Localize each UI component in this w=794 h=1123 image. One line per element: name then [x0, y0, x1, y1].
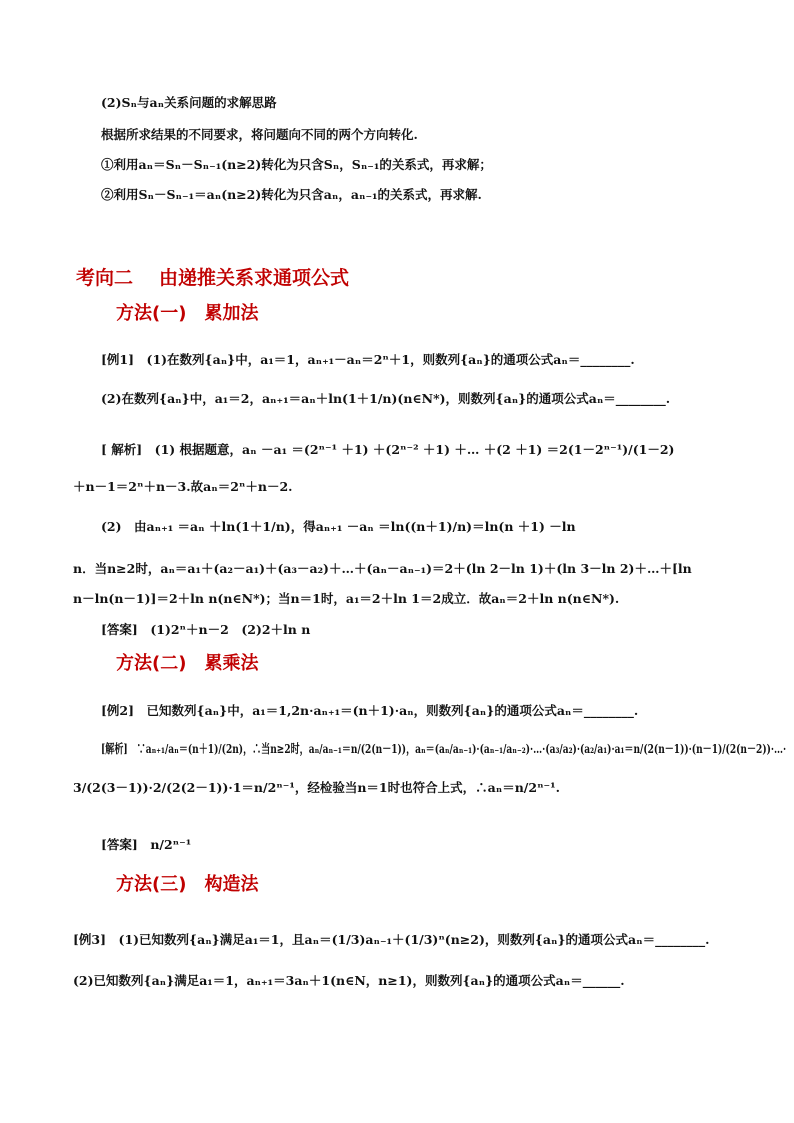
sn-an-title: (2)Sₙ与aₙ关系问题的求解思路 [101, 95, 277, 110]
solution1-line5: n－ln(n－1)]＝2＋ln n(n∈N*)；当n＝1时，a₁＝2＋ln 1＝2成立．故aₙ＝2＋ln n(n∈N*). [73, 591, 620, 606]
kaoxiang2-title: 由递推关系求通项公式 [159, 267, 350, 289]
method2-label: 方法(二) [116, 653, 187, 674]
method1-label: 方法(一) [116, 303, 187, 324]
kaoxiang2-heading [76, 269, 349, 287]
method1-heading [116, 305, 258, 323]
example1-part2: (2)在数列{aₙ}中，a₁＝2，aₙ₊₁＝aₙ＋ln(1＋1/n)(n∈N*)，则数列{aₙ}的通项公式aₙ＝________. [101, 391, 671, 406]
method3-heading [116, 876, 258, 894]
sn-an-intro: 根据所求结果的不同要求，将问题向不同的两个方向转化. [101, 127, 418, 142]
example3-part1: [例3] (1)已知数列{aₙ}满足a₁＝1，且aₙ＝(1/3)aₙ₋₁＋(1/3)ⁿ(n≥2)，则数列{aₙ}的通项公式aₙ＝________. [73, 932, 710, 947]
sn-an-item-2: ②利用Sₙ－Sₙ₋₁＝aₙ(n≥2)转化为只含aₙ，aₙ₋₁的关系式，再求解. [101, 187, 482, 202]
method1-title: 累加法 [204, 303, 259, 324]
solution1-line1: [ 解析] (1) 根据题意，aₙ －a₁ ＝(2ⁿ⁻¹ ＋1) ＋(2ⁿ⁻² ＋1) ＋… ＋(2 ＋1) ＝2(1－2ⁿ⁻¹)/(1－2) [101, 442, 675, 457]
answer1: [答案] (1)2ⁿ＋n－2 (2)2＋ln n [101, 622, 311, 637]
method3-title: 构造法 [204, 874, 259, 895]
method3-label: 方法(三) [116, 874, 187, 895]
method2-title: 累乘法 [204, 653, 259, 674]
solution2-line1: [解析] ∵aₙ₊₁/aₙ＝(n＋1)/(2n)，∴当n≥2时，aₙ/aₙ₋₁＝n/(2(n－1))，aₙ＝(aₙ/aₙ₋₁)·(aₙ₋₁/aₙ₋₂)·…·(a₃/a₂)·(a₂/a₁)·a₁＝n/(2(n－1))·(n－1)/(2(n－2))·…· [101, 741, 787, 756]
example2: [例2] 已知数列{aₙ}中，a₁＝1,2n·aₙ₊₁＝(n＋1)·aₙ，则数列{aₙ}的通项公式aₙ＝________. [101, 703, 639, 718]
example3-part2: (2)已知数列{aₙ}满足a₁＝1，aₙ₊₁＝3aₙ＋1(n∈N，n≥1)，则数列{aₙ}的通项公式aₙ＝______. [73, 973, 625, 988]
solution1-line2: ＋n－1＝2ⁿ＋n－3.故aₙ＝2ⁿ＋n－2. [73, 479, 293, 494]
solution1-line4: n．当n≥2时，aₙ＝a₁＋(a₂－a₁)＋(a₃－a₂)＋…＋(aₙ－aₙ₋₁)＝2＋(ln 2－ln 1)＋(ln 3－ln 2)＋…＋[ln [73, 561, 692, 576]
solution1-line3: (2) 由aₙ₊₁ ＝aₙ ＋ln(1＋1/n)，得aₙ₊₁ －aₙ ＝ln((n＋1)/n)＝ln(n ＋1) －ln [101, 519, 576, 534]
example1-part1: [例1] (1)在数列{aₙ}中，a₁＝1，aₙ₊₁－aₙ＝2ⁿ＋1，则数列{aₙ}的通项公式aₙ＝________. [101, 352, 635, 367]
answer2: [答案] n/2ⁿ⁻¹ [101, 837, 192, 852]
method2-heading [116, 655, 258, 673]
kaoxiang2-label: 考向二 [76, 267, 134, 289]
solution2-line2: 3/(2(3－1))·2/(2(2－1))·1＝n/2ⁿ⁻¹，经检验当n＝1时也符合上式，∴aₙ＝n/2ⁿ⁻¹. [73, 780, 560, 795]
sn-an-item-1: ①利用aₙ＝Sₙ－Sₙ₋₁(n≥2)转化为只含Sₙ，Sₙ₋₁的关系式，再求解； [101, 157, 492, 172]
